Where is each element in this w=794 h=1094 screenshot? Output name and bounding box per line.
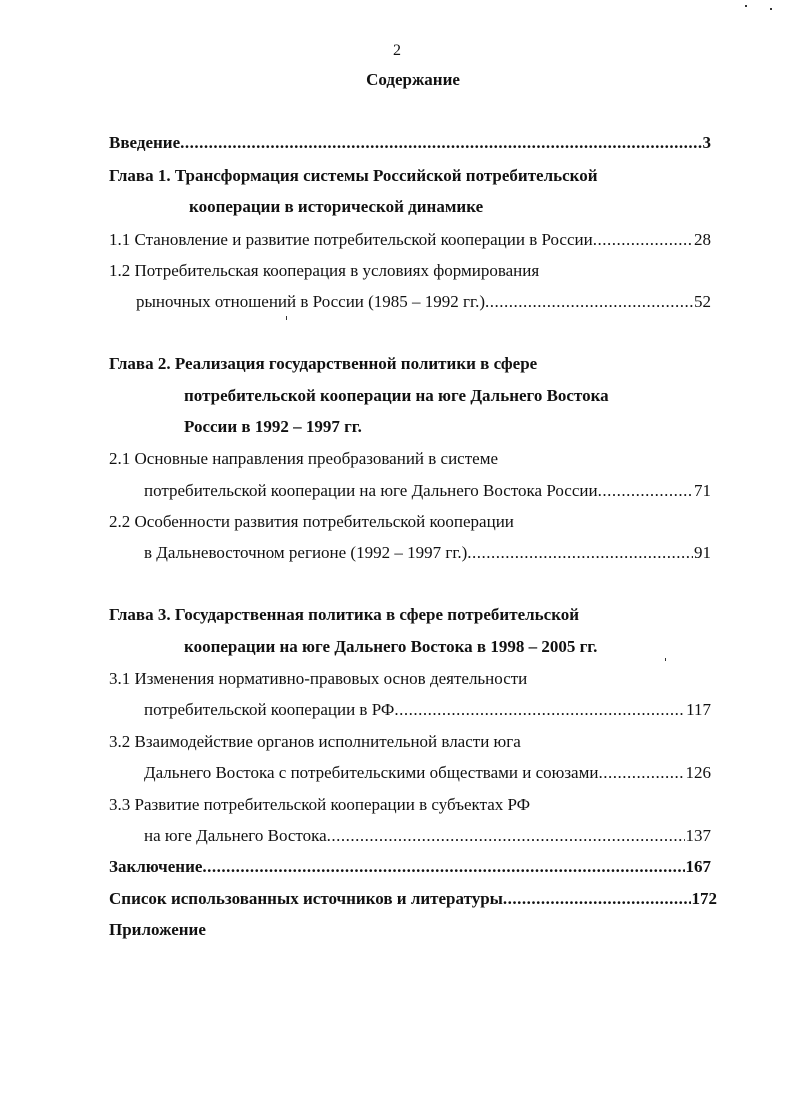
chapter-2-heading-line-2[interactable]: потребительской кооперации на юге Дальнего Востока (184, 386, 609, 405)
toc-page-number: 117 (686, 700, 711, 719)
toc-entry-sources[interactable] (109, 889, 717, 909)
toc-entry-2-2[interactable] (144, 543, 711, 563)
chapter-1-heading-line-1[interactable]: Глава 1. Трансформация системы Российской потребительской (109, 166, 598, 185)
chapter-2-heading-line-1[interactable]: Глава 2. Реализация государственной политики в сфере (109, 354, 538, 373)
toc-page-number: 167 (685, 857, 711, 876)
toc-entry-1-2-line-1[interactable]: 1.2 Потребительская кооперация в условиях формирования (109, 261, 540, 280)
toc-entry-conclusion[interactable] (109, 857, 711, 877)
leader-dots (180, 133, 701, 153)
toc-page-number: 172 (691, 889, 717, 908)
toc-page-number: 126 (685, 763, 711, 782)
toc-entry-label: на юге Дальнего Востока (144, 826, 327, 845)
leader-dots (598, 763, 684, 783)
toc-entry-label: Список использованных источников и литературы (109, 889, 503, 908)
toc-entry-label: 1.1 Становление и развитие потребительской кооперации в России (109, 230, 593, 249)
leader-dots (467, 543, 693, 563)
chapter-1-heading-line-2[interactable]: кооперации в исторической динамике (189, 197, 484, 216)
toc-entry-1-2[interactable] (136, 292, 711, 312)
toc-entry-introduction[interactable] (109, 133, 711, 153)
toc-entry-label: в Дальневосточном регионе (1992 – 1997 гг.) (144, 543, 468, 562)
toc-page-number: 71 (694, 481, 711, 500)
toc-page-number: 28 (694, 230, 711, 249)
toc-entry-3-3[interactable] (144, 826, 711, 846)
toc-entry-label: Заключение (109, 857, 203, 876)
toc-entry-1-1[interactable] (109, 230, 711, 250)
leader-dots (598, 481, 693, 501)
leader-dots (485, 292, 693, 312)
scan-speck (665, 658, 666, 661)
toc-entry-label: Введение (109, 133, 181, 152)
leader-dots (503, 889, 691, 909)
toc-page-number: 52 (694, 292, 711, 311)
page-number: 2 (393, 42, 401, 59)
toc-entry-label: Дальнего Востока с потребительскими обществами и союзами (144, 763, 599, 782)
scan-speck (770, 8, 772, 10)
toc-entry-2-1-line-1[interactable]: 2.1 Основные направления преобразований в системе (109, 449, 499, 468)
chapter-2-heading-line-3[interactable]: России в 1992 – 1997 гг. (184, 417, 362, 436)
toc-entry-2-2-line-1[interactable]: 2.2 Особенности развития потребительской кооперации (109, 512, 514, 531)
toc-page-number: 137 (685, 826, 711, 845)
leader-dots (202, 857, 684, 877)
toc-entry-3-1[interactable] (144, 700, 711, 720)
scan-speck (745, 5, 747, 7)
toc-entry-3-2[interactable] (144, 763, 711, 783)
toc-entry-3-3-line-1[interactable]: 3.3 Развитие потребительской кооперации в субъектах РФ (109, 795, 531, 814)
leader-dots (593, 230, 693, 250)
toc-entry-label: потребительской кооперации в РФ (144, 700, 395, 719)
toc-entry-label: рыночных отношений в России (1985 – 1992 гг.) (136, 292, 485, 311)
leader-dots (394, 700, 685, 720)
leader-dots (327, 826, 685, 846)
chapter-3-heading-line-2[interactable]: кооперации на юге Дальнего Востока в 1998 – 2005 гг. (184, 637, 598, 656)
toc-page-number: 91 (694, 543, 711, 562)
chapter-3-heading-line-1[interactable]: Глава 3. Государственная политика в сфере потребительской (109, 605, 580, 624)
toc-entry-3-2-line-1[interactable]: 3.2 Взаимодействие органов исполнительной власти юга (109, 732, 521, 751)
toc-entry-3-1-line-1[interactable]: 3.1 Изменения нормативно-правовых основ деятельности (109, 669, 528, 688)
scan-speck (286, 316, 287, 320)
toc-page-number: 3 (702, 133, 711, 152)
page-title: Содержание (366, 70, 460, 89)
toc-entry-2-1[interactable] (144, 481, 711, 501)
toc-entry-appendix[interactable]: Приложение (109, 920, 206, 939)
toc-entry-label: потребительской кооперации на юге Дальнего Востока России (144, 481, 598, 500)
